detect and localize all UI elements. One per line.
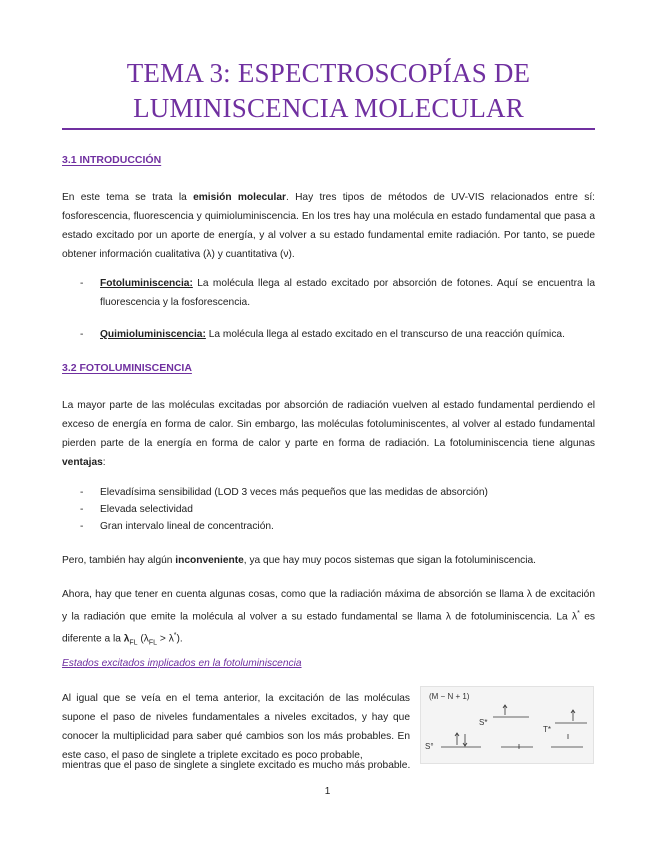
- bullet-text: La molécula llega al estado excitado en el transcurso de una reacción química.: [205, 329, 565, 340]
- section-heading-introduccion: 3.1 INTRODUCCIÓN: [62, 154, 162, 166]
- bullet-term: Fotoluminiscencia:: [100, 278, 193, 289]
- energy-level-diagram: [420, 686, 594, 764]
- energy-diagram-svg: [421, 687, 593, 763]
- bullet-dash: -: [80, 521, 84, 532]
- superscript: *: [173, 632, 177, 640]
- text-run: , ya que hay muy pocos sistemas que sigan la fotoluminiscencia.: [243, 555, 536, 566]
- singlet-excited-label: S*: [479, 718, 488, 727]
- list-item: [80, 517, 595, 536]
- subscript: FL: [129, 639, 138, 647]
- text-run: La mayor parte de las moléculas excitadas por absorción de radiación vuelven al estado fundamental perdiendo el exceso de energía en forma de calor. Sin embargo, las moléculas fotoluminiscentes, al volver al estado fundamental pierden parte de la energía en forma de calor y parte en forma de radiación. La fotoluminiscencia tiene algunas: [62, 400, 595, 449]
- estados-paragraph-last-line: mientras que el paso de singlete a singlete excitado es mucho más probable.: [62, 760, 411, 771]
- section-heading-fotoluminiscencia: 3.2 FOTOLUMINISCENCIA: [62, 362, 192, 374]
- bullet-term: Quimioluminiscencia:: [100, 329, 206, 340]
- lambda-symbol: λ: [123, 633, 130, 645]
- list-item: [80, 325, 595, 344]
- bold-term: inconveniente: [175, 555, 244, 566]
- fotoluminiscencia-paragraph: [62, 396, 595, 472]
- title-divider: [62, 128, 595, 130]
- title-line-2: LUMINISCENCIA MOLECULAR: [133, 93, 524, 123]
- text-run: ).: [176, 633, 183, 645]
- text-run: :: [102, 457, 106, 468]
- bullet-dash: -: [80, 487, 84, 498]
- text-run: (λ: [137, 633, 149, 645]
- triplet-excited-label: T*: [543, 725, 551, 734]
- lambda-paragraph: [62, 585, 595, 653]
- intro-paragraph: [62, 188, 595, 264]
- bullet-text: Elevada selectividad: [100, 504, 193, 515]
- subscript: FL: [148, 639, 158, 647]
- bullet-text: La molécula llega al estado excitado por absorción de fotones. Aquí se encuentra la fluorescencia y la fosforescencia.: [100, 278, 595, 308]
- multiplicity-label: (M − N + 1): [429, 692, 470, 701]
- subsection-heading: Estados excitados implicados en la fotoluminiscencia: [62, 658, 302, 669]
- page-number: 1: [324, 786, 331, 797]
- bold-term: emisión molecular: [193, 192, 286, 203]
- estados-paragraph: Al igual que se veía en el tema anterior, la excitación de las moléculas supone el paso de niveles fundamentales a niveles excitados, y hay que conocer la multiplicidad para saber qué cambios son los más probables. En este caso, el paso de singlete a triplete excitado es poco probable,: [62, 693, 410, 761]
- list-item: [80, 274, 595, 312]
- document-title: [62, 56, 595, 126]
- text-run: En este tema se trata la: [62, 192, 194, 203]
- singlet-ground-label: S°: [425, 742, 434, 751]
- superscript: *: [577, 610, 580, 617]
- bullet-text: Gran intervalo lineal de concentración.: [100, 521, 274, 532]
- bold-term: ventajas: [62, 457, 103, 468]
- text-run: > λ: [157, 633, 174, 645]
- text-run: . Hay tres tipos de métodos de UV-VIS relacionados entre sí: fosforescencia, fluorescencia y quimioluminiscencia. En los tres hay una molécula en estado fundamental que pasa a estado excitado por un aporte de energía, y al volver a su estado fundamental emite radiación. Por tanto, se puede obtener información cualitativa (λ) y cuantitativa (ν).: [62, 192, 595, 260]
- inconveniente-paragraph: [62, 551, 595, 570]
- bullet-dash: -: [80, 278, 84, 289]
- bullet-text: Elevadísima sensibilidad (LOD 3 veces más pequeños que las medidas de absorción): [100, 487, 488, 498]
- text-run: Ahora, hay que tener en cuenta algunas cosas, como que la radiación máxima de absorción se llama λ de excitación y la radiación que emite la molécula al volver a su estado fundamental se llama λ de fotoluminiscencia. La λ: [62, 589, 595, 623]
- title-line-1: TEMA 3: ESPECTROSCOPÍAS DE: [126, 58, 531, 88]
- bullet-dash: -: [80, 504, 84, 515]
- bullet-dash: -: [80, 329, 84, 340]
- text-run: Pero, también hay algún: [62, 555, 176, 566]
- text-run: es diferente a la: [62, 611, 595, 645]
